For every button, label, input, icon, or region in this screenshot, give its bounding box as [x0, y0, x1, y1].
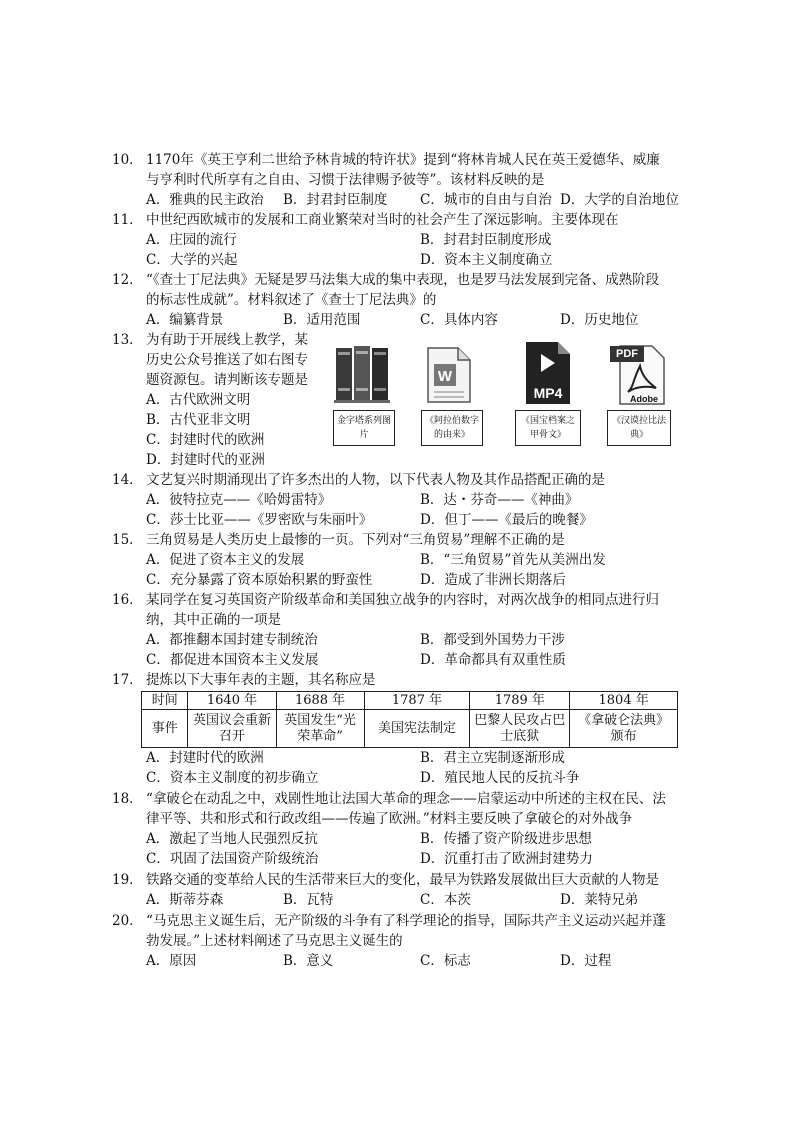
books-icon — [334, 342, 392, 404]
q17-option-a[interactable]: A．封建时代的欧洲 — [146, 750, 264, 766]
q12-num: 12． — [112, 272, 143, 288]
q16-option-a[interactable]: A．都推翻本国封建专制统治 — [146, 632, 318, 648]
word-badge: W — [437, 368, 453, 385]
q10-option-a[interactable]: A．雅典的民主政治 — [146, 192, 264, 208]
q10-text-2: 与亨利时代所享有之自由、习惯于法律赐予彼等”。该材料反映的是 — [146, 172, 545, 188]
timeline-year-1804: 1804 年 — [570, 692, 678, 710]
q20-text-2: 勃发展。”上述材料阐述了马克思主义诞生的 — [146, 933, 403, 949]
q13-text-2: 历史公众号推送了如右图专 — [146, 352, 308, 368]
q13-option-a[interactable]: A．古代欧洲文明 — [146, 392, 251, 408]
q15-option-b[interactable]: B．“三角贸易”首先从美洲出发 — [420, 552, 606, 568]
q17-text-1: 提炼以下大事年表的主题，其名称应是 — [146, 672, 376, 688]
q18-option-b[interactable]: B．传播了资产阶级进步思想 — [420, 831, 592, 847]
q15-option-c[interactable]: C．充分暴露了资本原始积累的野蛮性 — [146, 572, 373, 588]
timeline-year-1789: 1789 年 — [470, 692, 570, 710]
timeline-event-row — [142, 710, 678, 748]
q19-text-1: 铁路交通的变革给人民的生活带来巨大的变化，最早为铁路发展做出巨大贡献的人物是 — [146, 872, 659, 888]
q11-num: 11． — [112, 212, 143, 228]
q16-text-2: 纳，其中正确的一项是 — [146, 612, 281, 628]
q13-text-3: 题资源包。请判断该专题是 — [146, 372, 308, 388]
q10-option-d[interactable]: D．大学的自治地位 — [560, 192, 679, 208]
resource-caption-1: 金字塔系列图片 — [333, 410, 395, 446]
q20-num: 20． — [112, 913, 143, 929]
q19-option-c[interactable]: C．本茨 — [420, 892, 471, 908]
q20-option-d[interactable]: D．过程 — [560, 953, 612, 969]
q12-option-d[interactable]: D．历史地位 — [560, 312, 639, 328]
timeline-event-1787: 美国宪法制定 — [364, 710, 470, 748]
timeline-event-1640: 英国议会重新召开 — [188, 710, 276, 748]
q18-option-d[interactable]: D．沉重打击了欧洲封建势力 — [420, 851, 593, 867]
q17-option-d[interactable]: D．殖民地人民的反抗斗争 — [420, 770, 580, 786]
q18-text-2: 律平等、共和形式和行政改组——传遍了欧洲。”材料主要反映了拿破仑的对外战争 — [146, 811, 633, 827]
q11-option-b[interactable]: B．封君封臣制度形成 — [420, 232, 552, 248]
q12-option-a[interactable]: A．编纂背景 — [146, 312, 224, 328]
q15-option-a[interactable]: A．促进了资本主义的发展 — [146, 552, 305, 568]
q14-option-c[interactable]: C．莎士比亚——《罗密欧与朱丽叶》 — [146, 512, 373, 528]
q16-option-c[interactable]: C．都促进本国资本主义发展 — [146, 652, 319, 668]
q18-text-1: “拿破仑在动乱之中，戏剧性地让法国大革命的理念——启蒙运动中所述的主权在民、法 — [146, 791, 666, 807]
q19-option-b[interactable]: B．瓦特 — [283, 892, 334, 908]
q20-option-c[interactable]: C．标志 — [420, 953, 471, 969]
q11-text-1: 中世纪西欧城市的发展和工商业繁荣对当时的社会产生了深远影响。主要体现在 — [146, 212, 619, 228]
q15-num: 15． — [112, 532, 143, 548]
q14-option-d[interactable]: D．但丁——《最后的晚餐》 — [420, 512, 593, 528]
q18-option-a[interactable]: A．激起了当地人民强烈反抗 — [146, 831, 318, 847]
q16-text-1: 某同学在复习英国资产阶级革命和美国独立战争的内容时，对两次战争的相同点进行归 — [146, 592, 659, 608]
q19-num: 19． — [112, 872, 143, 888]
q14-text-1: 文艺复兴时期涌现出了许多杰出的人物，以下代表人物及其作品搭配正确的是 — [146, 472, 605, 488]
q16-option-d[interactable]: D．革命都具有双重性质 — [420, 652, 566, 668]
timeline-year-1688: 1688 年 — [276, 692, 364, 710]
timeline-table — [141, 691, 678, 748]
q15-text-1: 三角贸易是人类历史上最惨的一页。下列对“三角贸易”理解不正确的是 — [146, 532, 565, 548]
q19-option-a[interactable]: A．斯蒂芬森 — [146, 892, 224, 908]
q13-num: 13． — [112, 332, 143, 348]
resource-caption-4: 《汉谟拉比法典》 — [607, 410, 671, 446]
q17-option-c[interactable]: C．资本主义制度的初步确立 — [146, 770, 319, 786]
timeline-header-label: 时间 — [142, 692, 188, 710]
q13-text-1: 为有助于开展线上教学，某 — [146, 332, 308, 348]
adobe-label: Adobe — [630, 394, 658, 404]
pdf-badge: PDF — [616, 348, 638, 360]
q10-text-1: 1170年《英王亨利二世给予林肯城的特许状》提到“将林肯城人民在英王爱德华、威廉 — [146, 152, 660, 168]
timeline-event-1688: 英国发生“光荣革命” — [276, 710, 364, 748]
mp4-badge: MP4 — [533, 385, 563, 401]
q11-option-a[interactable]: A．庄园的流行 — [146, 232, 237, 248]
q13-option-d[interactable]: D．封建时代的亚洲 — [146, 452, 265, 468]
q20-option-a[interactable]: A．原因 — [146, 953, 197, 969]
q12-option-b[interactable]: B．适用范围 — [283, 312, 361, 328]
q12-text-2: 的标志性成就”。材料叙述了《查士丁尼法典》的 — [146, 292, 437, 308]
q14-num: 14． — [112, 472, 143, 488]
q20-text-1: “马克思主义诞生后，无产阶级的斗争有了科学理论的指导，国际共产主义运动兴起并蓬 — [146, 913, 666, 929]
q10-option-c[interactable]: C．城市的自由与自治 — [420, 192, 552, 208]
q17-num: 17． — [112, 672, 143, 688]
q15-option-d[interactable]: D．造成了非洲长期落后 — [420, 572, 566, 588]
q16-option-b[interactable]: B．都受到外国势力干涉 — [420, 632, 565, 648]
timeline-year-1787: 1787 年 — [364, 692, 470, 710]
q10-option-b[interactable]: B．封君封臣制度 — [283, 192, 388, 208]
q18-num: 18． — [112, 791, 143, 807]
q14-option-b[interactable]: B．达・芬奇——《神曲》 — [420, 492, 579, 508]
q14-option-a[interactable]: A．彼特拉克——《哈姆雷特》 — [146, 492, 332, 508]
q17-option-b[interactable]: B．君主立宪制逐渐形成 — [420, 750, 565, 766]
q12-option-c[interactable]: C．具体内容 — [420, 312, 498, 328]
timeline-header-row — [142, 692, 678, 710]
resource-caption-3: 《国宝档案之甲骨文》 — [515, 410, 581, 446]
timeline-event-1789: 巴黎人民攻占巴士底狱 — [470, 710, 570, 748]
q13-option-c[interactable]: C．封建时代的欧洲 — [146, 432, 265, 448]
q13-option-b[interactable]: B．古代亚非文明 — [146, 412, 251, 428]
timeline-event-label: 事件 — [142, 710, 188, 748]
timeline-year-1640: 1640 年 — [188, 692, 276, 710]
q16-num: 16． — [112, 592, 143, 608]
q18-option-c[interactable]: C．巩固了法国资产阶级统治 — [146, 851, 319, 867]
resource-caption-2: 《阿拉伯数字的由来》 — [421, 410, 483, 446]
q10-num: 10． — [112, 152, 143, 168]
q11-option-d[interactable]: D．资本主义制度确立 — [420, 252, 553, 268]
q19-option-d[interactable]: D．莱特兄弟 — [560, 892, 639, 908]
timeline-event-1804: 《拿破仑法典》颁布 — [570, 710, 678, 748]
q11-option-c[interactable]: C．大学的兴起 — [146, 252, 238, 268]
q20-option-b[interactable]: B．意义 — [283, 953, 334, 969]
q12-text-1: “《查士丁尼法典》无疑是罗马法集大成的集中表现，也是罗马法发展到完备、成熟阶段 — [146, 272, 660, 288]
